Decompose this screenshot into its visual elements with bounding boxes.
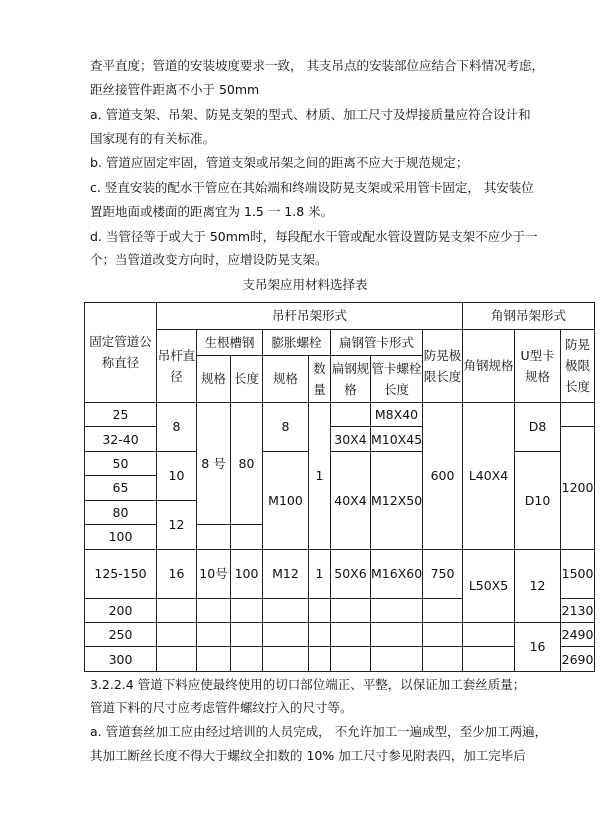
angle-spec-cell: L50X5	[463, 549, 515, 622]
pipe-dia-cell: 300	[85, 647, 157, 672]
anchor-spec-cell	[263, 622, 309, 646]
pipe-dia-cell: 250	[85, 622, 157, 646]
header-angle-spec: 角钢规格	[463, 329, 515, 402]
bolt-length-cell	[371, 622, 423, 646]
anchor-spec-cell: 8	[263, 402, 309, 451]
header-sway-limit-length: 防晃极限长度	[423, 329, 463, 402]
paragraph-line: 其加工断丝长度不得大于螺纹全扣数的 10% 加工尺寸参见附表四，加工完毕后	[90, 748, 526, 763]
header-pipe-diameter: 固定管道公称直径	[85, 303, 157, 403]
paragraph-line: 国家现有的有关标准。	[90, 131, 216, 146]
flat-spec-cell	[331, 402, 371, 426]
bolt-length-cell: M10X45	[371, 427, 423, 451]
paragraph-line: 管道下料的尺寸应考虑管件螺纹拧入的尺寸等。	[90, 700, 353, 715]
channel-spec-cell: 10号	[197, 549, 231, 598]
channel-spec-cell	[197, 622, 231, 646]
anchor-qty-cell	[309, 598, 331, 622]
sway2-cell: 2690	[561, 647, 595, 672]
channel-length-cell	[231, 598, 263, 622]
bolt-length-cell	[371, 598, 423, 622]
header-angle-hanger-form: 角钢吊架形式	[463, 303, 595, 330]
angle-spec-cell: L40X4	[463, 402, 515, 549]
rod-dia-cell	[157, 622, 197, 646]
flat-spec-cell: 50X6	[331, 549, 371, 598]
anchor-qty-cell: 1	[309, 549, 331, 598]
header-u-clamp-spec: U型卡规格	[515, 329, 561, 402]
paragraph-line: a. 管道套丝加工应由经过培训的人员完成， 不允许加工一遍成型，至少加工两遍，	[90, 724, 548, 739]
header-rod-hanger-form: 吊杆吊架形式	[157, 303, 463, 330]
pipe-dia-cell: 80	[85, 500, 157, 524]
rod-dia-cell: 16	[157, 549, 197, 598]
sway2-cell	[561, 402, 595, 426]
anchor-qty-cell	[309, 647, 331, 672]
pipe-dia-cell: 25	[85, 402, 157, 426]
paragraph-line: 置距地面或楼面的距离宜为 1.5 一 1.8 米。	[90, 204, 334, 219]
table-title: 支吊架应用材料选择表	[242, 277, 368, 292]
bolt-length-cell: M12X50	[371, 451, 423, 549]
flat-spec-cell: 40X4	[331, 451, 371, 549]
channel-length-cell: 100	[231, 549, 263, 598]
pipe-dia-cell: 65	[85, 476, 157, 500]
header-flat-spec: 扁钢规格	[331, 356, 371, 403]
paragraph-line: c. 竖直安装的配水干管应在其始端和终端设防晃支架或采用管卡固定， 其安装位	[90, 180, 534, 195]
anchor-spec-cell: M12	[263, 549, 309, 598]
header-bolt-length: 管卡螺栓长度	[371, 356, 423, 403]
anchor-spec-cell	[263, 598, 309, 622]
channel-spec-cell	[197, 647, 231, 672]
pipe-dia-cell: 100	[85, 525, 157, 549]
sway2-cell: 2130	[561, 598, 595, 622]
paragraph-line: 3.2.2.4 管道下料应使最终使用的切口部位端正、平整，以保证加工套丝质量；	[90, 677, 526, 692]
sway2-cell: 2490	[561, 622, 595, 646]
rod-dia-cell	[157, 598, 197, 622]
material-selection-table	[84, 302, 595, 672]
header-channel-spec: 规格	[197, 356, 231, 403]
bolt-length-cell: M16X60	[371, 549, 423, 598]
header-sway-limit-length-2: 防晃极限长度	[561, 329, 595, 402]
paragraph-line: 个；当管道改变方向时，应增设防晃支架。	[90, 252, 328, 267]
sway-length-cell	[423, 647, 463, 672]
header-channel-steel: 生根槽钢	[197, 329, 263, 356]
paragraph-line: a. 管道支架、吊架、防晃支架的型式、材质、加工尺寸及焊接质量应符合设计和	[90, 107, 531, 122]
sway-length-cell	[423, 622, 463, 646]
header-channel-length: 长度	[231, 356, 263, 403]
flat-spec-cell	[331, 622, 371, 646]
sway-length-cell: 600	[423, 402, 463, 549]
header-rod-diameter: 吊杆直径	[157, 329, 197, 402]
channel-length-cell	[231, 622, 263, 646]
pipe-dia-cell: 200	[85, 598, 157, 622]
sway2-cell: 1200	[561, 427, 595, 549]
rod-dia-cell: 10	[157, 451, 197, 500]
header-anchor-qty: 数量	[309, 356, 331, 403]
u-clamp-cell: 16	[515, 622, 561, 671]
channel-length-cell	[231, 647, 263, 672]
header-expansion-bolt: 膨胀螺栓	[263, 329, 331, 356]
angle-spec-cell	[463, 647, 515, 672]
channel-spec-cell: 8 号	[197, 402, 231, 524]
sway-length-cell	[423, 598, 463, 622]
channel-length-cell	[231, 525, 263, 549]
header-anchor-spec: 规格	[263, 356, 309, 403]
anchor-spec-cell: M100	[263, 451, 309, 549]
rod-dia-cell: 12	[157, 500, 197, 549]
rod-dia-cell: 8	[157, 402, 197, 451]
paragraph-line: b. 管道应固定牢固，管道支架或吊架之间的距离不应大于规范规定；	[90, 155, 469, 170]
flat-spec-cell	[331, 647, 371, 672]
paragraph-line: 查平直度；管道的安装坡度要求一致， 其支吊点的安装部位应结合下料情况考虑，	[90, 58, 544, 73]
rod-dia-cell	[157, 647, 197, 672]
anchor-qty-cell: 1	[309, 402, 331, 549]
anchor-spec-cell	[263, 647, 309, 672]
pipe-dia-cell: 125-150	[85, 549, 157, 598]
flat-spec-cell	[331, 598, 371, 622]
u-clamp-cell: D10	[515, 451, 561, 549]
channel-spec-cell	[197, 525, 231, 549]
anchor-qty-cell	[309, 622, 331, 646]
pipe-dia-cell: 50	[85, 451, 157, 475]
u-clamp-cell: D8	[515, 402, 561, 451]
sway-length-cell: 750	[423, 549, 463, 598]
bolt-length-cell: M8X40	[371, 402, 423, 426]
channel-length-cell: 80	[231, 402, 263, 524]
flat-spec-cell: 30X4	[331, 427, 371, 451]
u-clamp-cell: 12	[515, 549, 561, 622]
angle-spec-cell	[463, 622, 515, 646]
channel-spec-cell	[197, 598, 231, 622]
sway2-cell: 1500	[561, 549, 595, 598]
header-flat-steel-clamp: 扁钢管卡形式	[331, 329, 423, 356]
bolt-length-cell	[371, 647, 423, 672]
paragraph-line: 距丝接管件距离不小于 50mm	[90, 82, 260, 97]
pipe-dia-cell: 32-40	[85, 427, 157, 451]
paragraph-line: d. 当管径等于或大于 50mm时，每段配水干管或配水管设置防晃支架不应少于一	[90, 229, 538, 244]
